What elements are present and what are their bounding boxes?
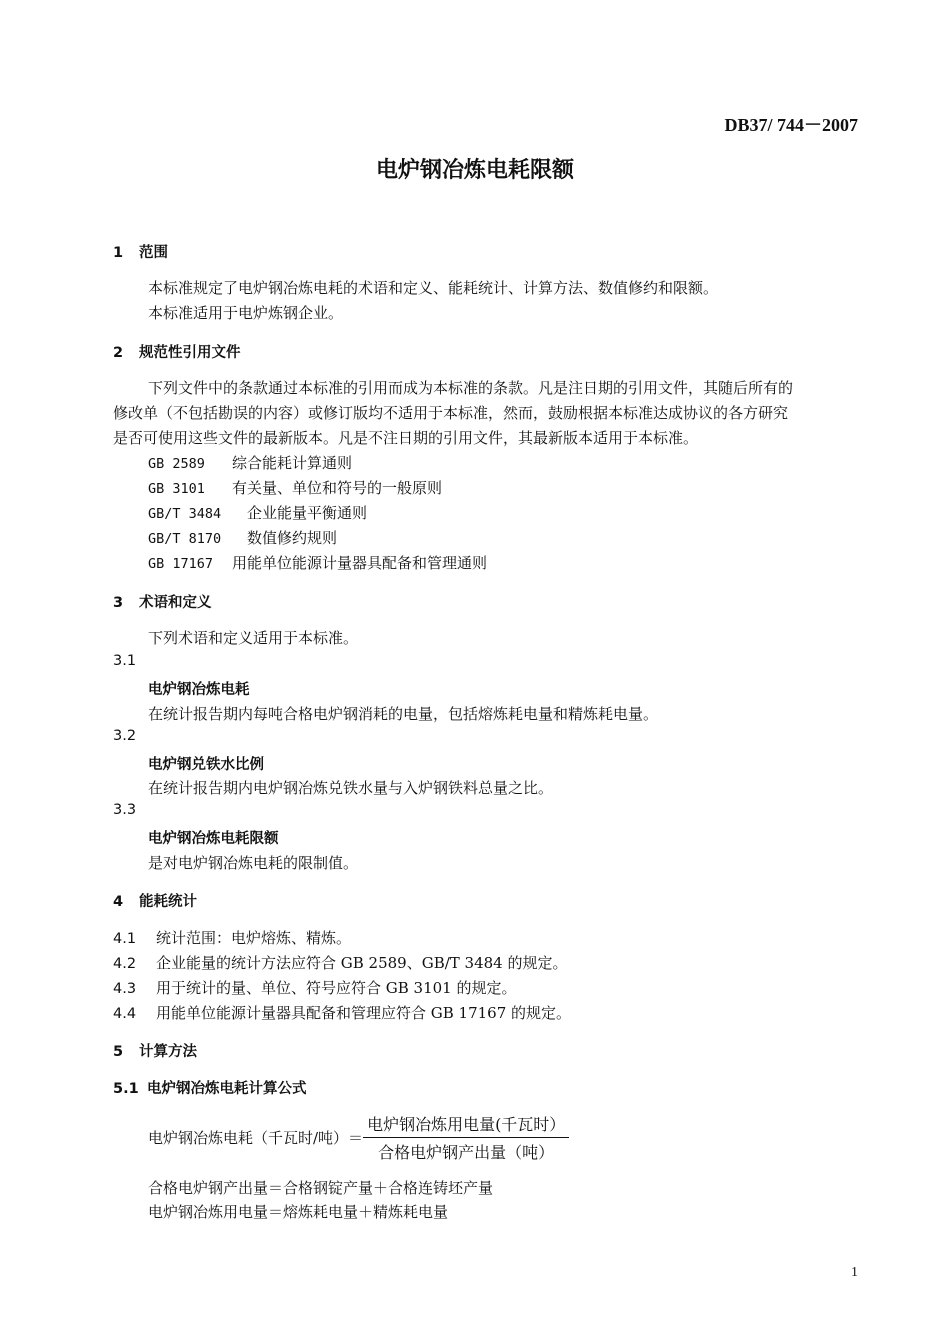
term-definition: 在统计报告期内每吨合格电炉钢消耗的电量，包括熔炼耗电量和精炼耗电量。 — [148, 705, 659, 723]
term-definition: 在统计报告期内电炉钢冶炼兑铁水量与入炉钢铁料总量之比。 — [148, 779, 554, 797]
term-definition: 是对电炉钢冶炼电耗的限制值。 — [148, 854, 359, 872]
document-code: DB37/ 744－2007 — [724, 115, 858, 135]
formula-lhs: 电炉钢冶炼电耗（千瓦时/吨）＝ — [148, 1129, 364, 1147]
reference-name: 综合能耗计算通则 — [232, 454, 353, 472]
reference-item — [148, 527, 337, 548]
term-number: 3.1 — [113, 653, 137, 669]
term-title: 电炉钢冶炼电耗 — [148, 682, 250, 698]
section-1-heading — [113, 241, 168, 262]
reference-item — [148, 452, 352, 473]
clause — [113, 952, 568, 973]
formula — [148, 1112, 569, 1163]
equation: 合格电炉钢产出量＝合格钢锭产量＋合格连铸坯产量 — [148, 1179, 494, 1197]
section-title: 计算方法 — [139, 1044, 197, 1060]
term-number: 3.2 — [113, 728, 137, 744]
reference-name: 用能单位能源计量器具配备和管理通则 — [232, 554, 488, 572]
section-number: 4 — [113, 894, 124, 910]
clause-number: 4.1 — [113, 931, 137, 947]
clause-text: 统计范围：电炉熔炼、精炼。 — [156, 929, 352, 947]
clause — [113, 1002, 571, 1023]
subsection-5-1-heading — [113, 1077, 307, 1098]
reference-item — [148, 477, 442, 498]
section-number: 1 — [113, 245, 124, 261]
section-number: 2 — [113, 345, 124, 361]
clause-text: 企业能量的统计方法应符合 GB 2589、GB/T 3484 的规定。 — [156, 954, 568, 972]
section-4-heading — [113, 890, 197, 911]
section-title: 范围 — [139, 245, 168, 261]
formula-fraction — [363, 1112, 569, 1163]
subsection-title: 电炉钢冶炼电耗计算公式 — [147, 1081, 307, 1097]
reference-name: 数值修约规则 — [247, 529, 338, 547]
reference-code: GB 17167 — [148, 556, 214, 572]
paragraph-line: 下列文件中的条款通过本标准的引用而成为本标准的条款。凡是注日期的引用文件，其随后所有的 — [148, 379, 794, 397]
clause-text: 用于统计的量、单位、符号应符合 GB 3101 的规定。 — [156, 979, 517, 997]
clause-number: 4.3 — [113, 981, 137, 997]
reference-code: GB/T 8170 — [148, 531, 222, 547]
clause-number: 4.2 — [113, 956, 137, 972]
reference-code: GB 2589 — [148, 456, 205, 472]
section-title: 能耗统计 — [139, 894, 197, 910]
paragraph: 下列术语和定义适用于本标准。 — [148, 629, 359, 647]
term-title: 电炉钢冶炼电耗限额 — [148, 831, 279, 847]
reference-name: 有关量、单位和符号的一般原则 — [232, 479, 443, 497]
reference-item — [148, 502, 367, 523]
clause-text: 用能单位能源计量器具配备和管理应符合 GB 17167 的规定。 — [156, 1004, 572, 1022]
term-title: 电炉钢兑铁水比例 — [148, 757, 264, 773]
clause — [113, 927, 351, 948]
reference-name: 企业能量平衡通则 — [247, 504, 368, 522]
page-number: 1 — [851, 1265, 858, 1280]
reference-code: GB/T 3484 — [148, 506, 222, 522]
reference-item — [148, 552, 487, 573]
section-title: 规范性引用文件 — [139, 345, 241, 361]
clause-number: 4.4 — [113, 1006, 137, 1022]
section-3-heading — [113, 591, 212, 612]
paragraph-line: 是否可使用这些文件的最新版本。凡是不注日期的引用文件，其最新版本适用于本标准。 — [113, 429, 699, 447]
term-number: 3.3 — [113, 802, 137, 818]
paragraph: 本标准规定了电炉钢冶炼电耗的术语和定义、能耗统计、计算方法、数值修约和限额。 — [148, 279, 719, 297]
section-number: 3 — [113, 595, 124, 611]
section-title: 术语和定义 — [139, 595, 212, 611]
paragraph: 本标准适用于电炉炼钢企业。 — [148, 304, 344, 322]
section-number: 5 — [113, 1044, 124, 1060]
section-5-heading — [113, 1040, 197, 1061]
page-title: 电炉钢冶炼电耗限额 — [375, 158, 574, 183]
section-2-heading — [113, 341, 241, 362]
equation: 电炉钢冶炼用电量＝熔炼耗电量＋精炼耗电量 — [148, 1203, 449, 1221]
paragraph-line: 修改单（不包括勘误的内容）或修订版均不适用于本标准，然而，鼓励根据本标准达成协议的各方研究 — [113, 404, 789, 422]
clause — [113, 977, 517, 998]
formula-denominator: 合格电炉钢产出量（吨） — [378, 1143, 555, 1162]
subsection-number: 5.1 — [113, 1081, 139, 1097]
formula-numerator: 电炉钢冶炼用电量(千瓦时） — [363, 1112, 569, 1138]
reference-code: GB 3101 — [148, 481, 205, 497]
